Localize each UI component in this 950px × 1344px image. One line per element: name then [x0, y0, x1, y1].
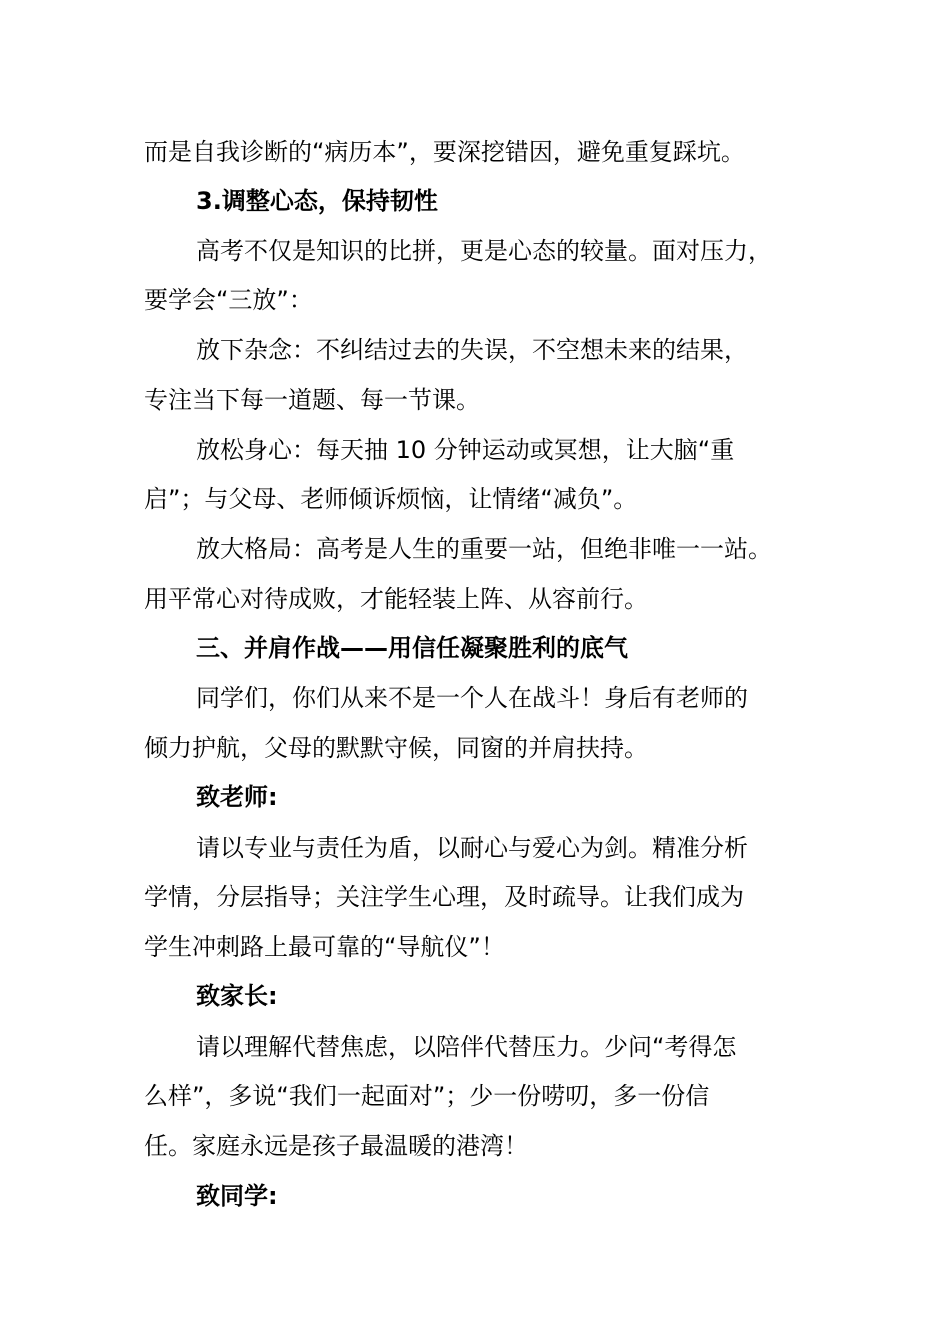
paragraph-line: 同学们，你们从来不是一个人在战斗！身后有老师的: [196, 684, 748, 712]
paragraph-line: 专注当下每一道题、每一节课。: [144, 386, 480, 414]
paragraph-line: 放下杂念：不纠结过去的失误，不空想未来的结果，: [196, 336, 748, 364]
paragraph-line: 而是自我诊断的“病历本”，要深挖错因，避免重复踩坑。: [144, 138, 745, 166]
section-heading: 3.调整心态，保持韧性: [196, 187, 438, 215]
paragraph-line: 用平常心对待成败，才能轻装上阵、从容前行。: [144, 585, 648, 613]
paragraph-line: 放大格局：高考是人生的重要一站，但绝非唯一一站。: [196, 535, 772, 563]
paragraph-line: 启”；与父母、老师倾诉烦恼，让情绪“减负”。: [144, 485, 638, 513]
paragraph-line: 学情，分层指导；关注学生心理，及时疏导。让我们成为: [144, 883, 744, 911]
subheading-students: 致同学:: [196, 1182, 278, 1210]
paragraph-line: 倾力护航，父母的默默守候，同窗的并肩扶持。: [144, 734, 648, 762]
subheading-teachers: 致老师:: [196, 783, 278, 811]
paragraph-line: 么样”，多说“我们一起面对”；少一份唠叨，多一份信: [144, 1082, 710, 1110]
paragraph-line: 任。家庭永远是孩子最温暖的港湾！: [144, 1132, 528, 1160]
paragraph-line: 要学会“三放”：: [144, 286, 313, 314]
paragraph-line: 请以专业与责任为盾，以耐心与爱心为剑。精准分析: [196, 834, 748, 862]
section-heading: 三、并肩作战——用信任凝聚胜利的底气: [196, 634, 628, 662]
paragraph-line: 放松身心：每天抽 10 分钟运动或冥想，让大脑“重: [196, 436, 735, 464]
paragraph-line: 高考不仅是知识的比拼，更是心态的较量。面对压力，: [196, 237, 772, 265]
paragraph-line: 学生冲刺路上最可靠的“导航仪”！: [144, 933, 505, 961]
subheading-parents: 致家长:: [196, 982, 278, 1010]
paragraph-line: 请以理解代替焦虑，以陪伴代替压力。少问“考得怎: [196, 1033, 737, 1061]
